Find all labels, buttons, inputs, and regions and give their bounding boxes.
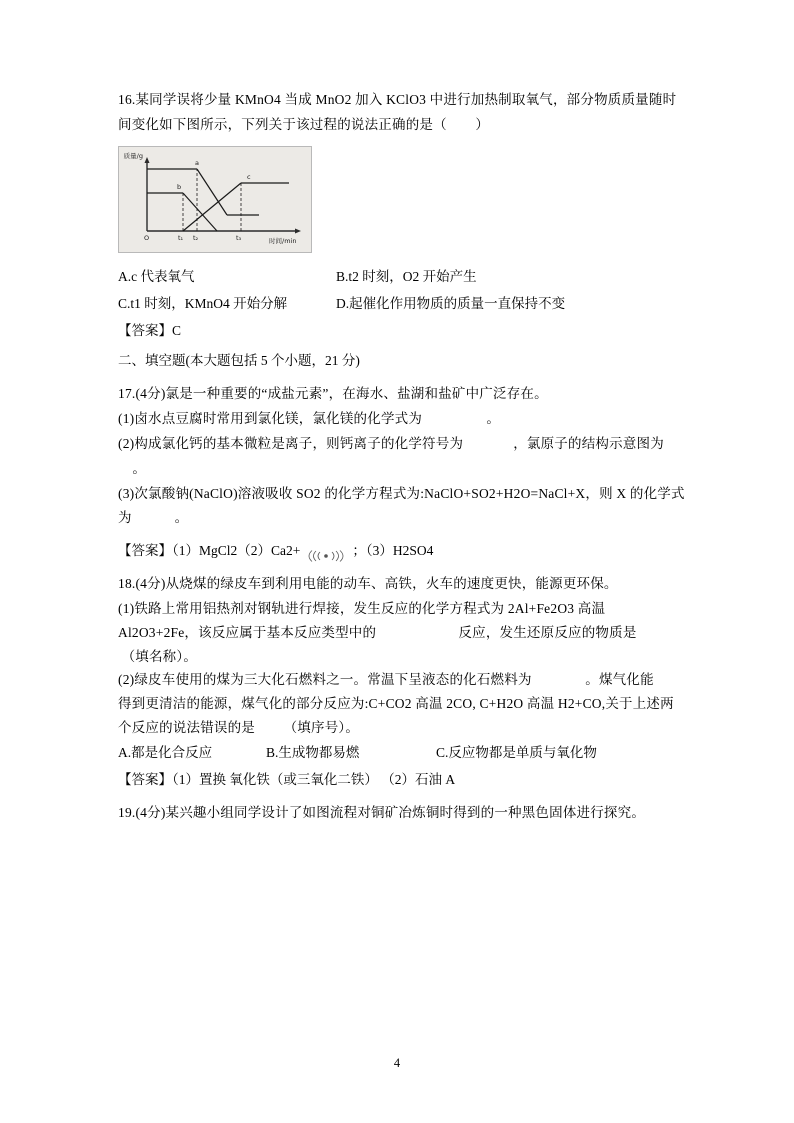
q16-answer: 【答案】C (118, 322, 182, 338)
q18-part2-line2: 得到更清洁的能源，煤气化的部分反应为:C+CO2 高温 2CO, C+H2O 高温 H2+CO,关于上述两 (118, 695, 674, 711)
q18-options-row (118, 739, 722, 766)
svg-text:t₃: t₃ (236, 233, 242, 242)
page-number: 4 (393, 1056, 401, 1070)
svg-text:质量/g: 质量/g (123, 151, 143, 160)
q17-answer (118, 537, 722, 564)
ion-diagram-icon (300, 545, 352, 559)
question-19 (118, 801, 722, 826)
q18-option-a: A.都是化合反应 (118, 745, 213, 761)
q18-answer: 【答案】（1）置换 氧化铁（或三氧化二铁） （2）石油 A (118, 772, 456, 788)
q18-stem: 18.(4分)从烧煤的绿皮车到利用电能的动车、高铁，火车的速度更快，能源更环保。 (118, 576, 618, 592)
q16-figure-wrapper (118, 146, 722, 253)
q17-stem: 17.(4分)氯是一种重要的“成盐元素”，在海水、盐湖和盐矿中广泛存在。 (118, 385, 548, 401)
question-18 (118, 572, 722, 793)
svg-text:O: O (144, 233, 150, 242)
q16-option-a: A.c 代表氧气 (118, 268, 195, 284)
svg-text:t₁: t₁ (178, 233, 184, 242)
q16-option-c: C.t1 时刻，KMnO4 开始分解 (118, 295, 288, 311)
svg-text:t₂: t₂ (193, 233, 199, 242)
q16-option-b: B.t2 时刻，O2 开始产生 (336, 268, 477, 284)
section-2-title: 二、填空题(本大题包括 5 个小题，21 分) (118, 352, 360, 368)
q16-option-d: D.起催化作用物质的质量一直保持不变 (336, 295, 566, 311)
q17-part1: (1)卤水点豆腐时常用到氯化镁，氯化镁的化学式为 。 (118, 410, 501, 426)
q19-stem: 19.(4分)某兴趣小组同学设计了如图流程对铜矿冶炼铜时得到的一种黑色固体进行探究。 (118, 805, 646, 821)
mass-time-graph-image (118, 146, 312, 253)
q17-answer-post: ；（3）H2SO4 (352, 543, 434, 559)
q18-part1-line1: (1)铁路上常用铝热剂对钢轨进行焊接，发生反应的化学方程式为 2Al+Fe2O3 高温 (118, 601, 606, 617)
q16-options-row2 (118, 290, 722, 317)
svg-text:时间/min: 时间/min (269, 236, 297, 245)
q18-part2-line3: 个反应的说法错误的是 （填序号）。 (118, 719, 360, 735)
q17-answer-pre: 【答案】（1）MgCl2（2）Ca2+ (118, 543, 301, 559)
q16-stem-line1: 16.某同学误将少量 KMnO4 当成 MnO2 加入 KClO3 中进行加热制取氧气，部分物质质量随时 (118, 92, 677, 107)
q18-part1-line3: （填名称）。 (118, 648, 198, 664)
svg-text:c: c (247, 172, 251, 181)
q18-option-b: B.生成物都易燃 (266, 745, 360, 761)
mass-time-graph-svg (119, 147, 311, 252)
q16-stem-line2: 间变化如下图所示，下列关于该过程的说法正确的是（ ） (118, 116, 490, 132)
q17-part2-line2: 。 (118, 460, 147, 476)
q18-part1-line2: Al2O3+2Fe，该反应属于基本反应类型中的 反应，发生还原反应的物质是 (118, 625, 637, 641)
q18-part2-line1: (2)绿皮车使用的煤为三大化石燃料之一。常温下呈液态的化石燃料为 。煤气化能 (118, 672, 654, 688)
q18-option-c: C.反应物都是单质与氧化物 (436, 745, 597, 761)
svg-text:b: b (177, 182, 182, 191)
q17-part3-line1: (3)次氯酸钠(NaClO)溶液吸收 SO2 的化学方程式为:NaClO+SO2+H2O=NaCl+X，则 X 的化学式 (118, 485, 685, 501)
question-16 (118, 88, 722, 344)
svg-text:a: a (195, 158, 199, 167)
q17-part2-line1: (2)构成氯化钙的基本微粒是离子，则钙离子的化学符号为 ，氯原子的结构示意图为 (118, 435, 664, 451)
q16-options-row1 (118, 263, 722, 290)
question-17 (118, 382, 722, 565)
q17-part3-line2: 为 。 (118, 510, 189, 526)
